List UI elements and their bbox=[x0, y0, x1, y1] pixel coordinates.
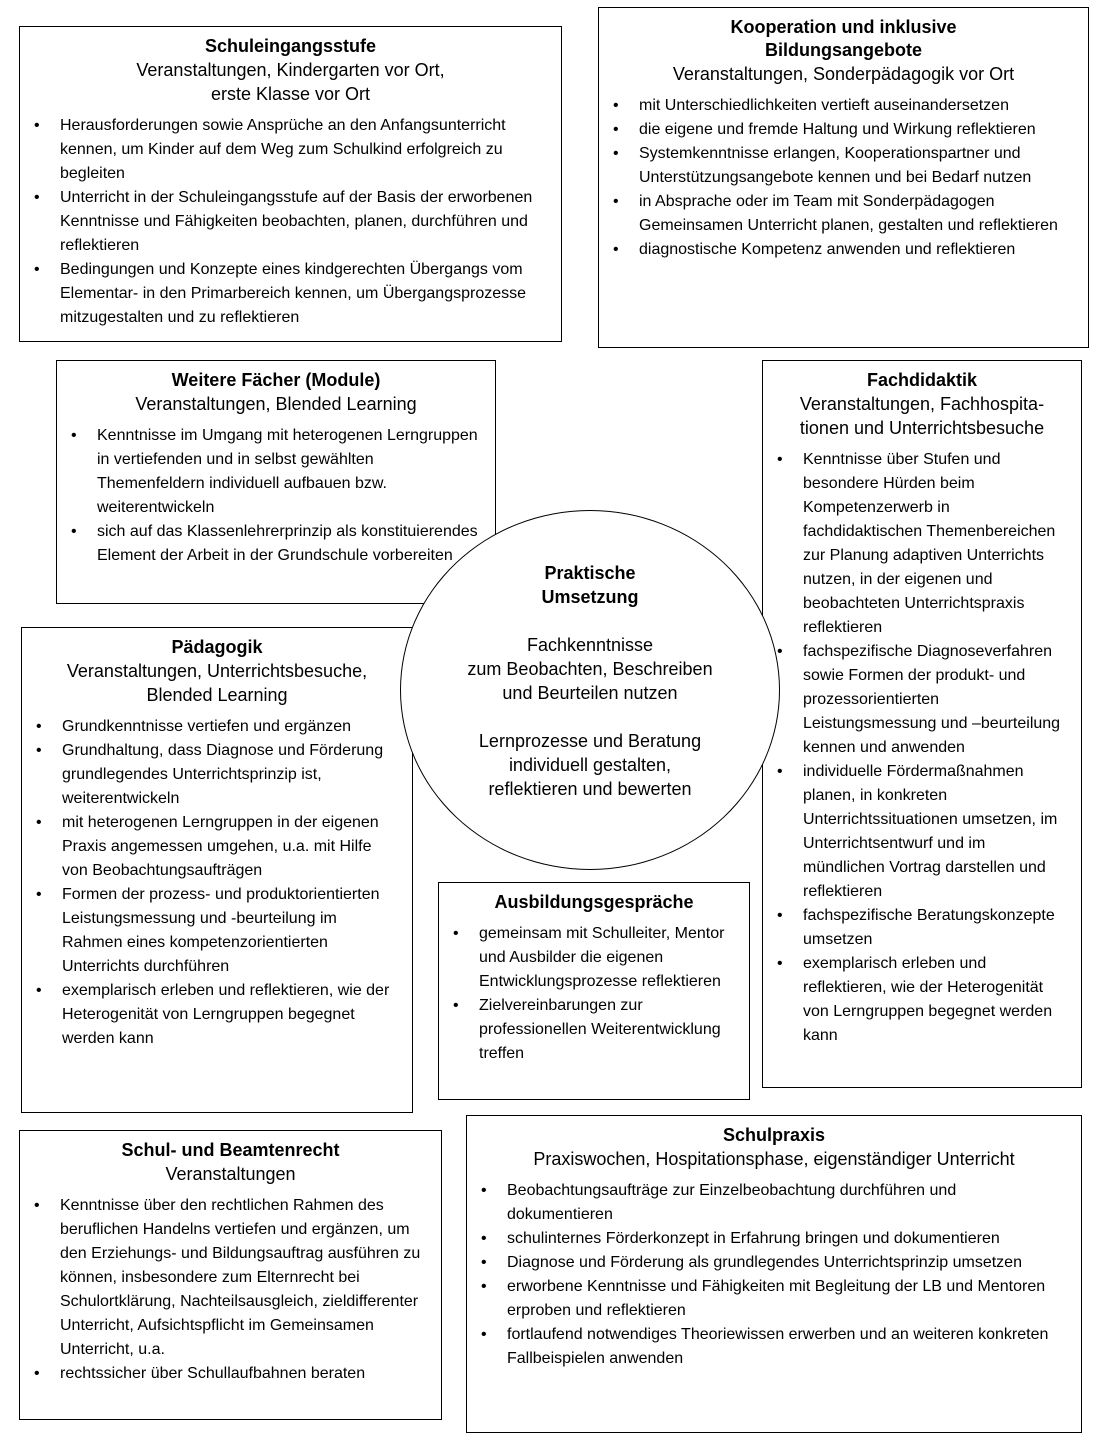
bullet-list bbox=[30, 1194, 431, 1386]
circle-text-line: Fachkenntnisse bbox=[526, 635, 654, 655]
list-item: • schulinternes Förderkonzept in Erfahrung bringen und dokumentieren bbox=[507, 1227, 1055, 1251]
list-item: • Kenntnisse über Stufen und besondere Hürden beim Kompetenzerwerb in fachdidaktischen Themenbereichen zur Planung adaptiven Unterrichts nutzen, in der eigenen und beobachteten Unterrichtspraxis reflektieren bbox=[803, 448, 1063, 640]
circle-paragraph bbox=[401, 729, 779, 801]
box-subtitle: Blended Learning bbox=[146, 685, 288, 705]
box-fachdidaktik bbox=[762, 360, 1082, 1088]
bullet-list bbox=[449, 922, 739, 1066]
list-item: • mit Unterschiedlichkeiten vertieft auseinandersetzen bbox=[639, 94, 1064, 118]
list-item: • fortlaufend notwendiges Theoriewissen erwerben und an weiteren konkreten Fallbeispielen anwenden bbox=[507, 1323, 1055, 1371]
circle-title-line: Umsetzung bbox=[541, 587, 639, 607]
list-item: • sich auf das Klassenlehrerprinzip als konstituierendes Element der Arbeit in der Grundschule vorbereiten bbox=[97, 520, 479, 568]
box-title: Pädagogik bbox=[171, 637, 263, 657]
list-item: • Beobachtungsaufträge zur Einzelbeobachtung durchführen und dokumentieren bbox=[507, 1179, 1055, 1227]
list-item: • erworbene Kenntnisse und Fähigkeiten mit Begleitung der LB und Mentoren erproben und reflektieren bbox=[507, 1275, 1055, 1323]
box-subtitle: Veranstaltungen, Fachhospita- bbox=[799, 394, 1045, 414]
list-item: • Grundkenntnisse vertiefen und ergänzen bbox=[62, 715, 392, 739]
list-item: • Kenntnisse im Umgang mit heterogenen Lerngruppen in vertiefenden und in selbst gewählten Themenfeldern individuell aufbauen bzw. weiterentwickeln bbox=[97, 424, 479, 520]
circle-text-line: individuell gestalten, bbox=[508, 755, 672, 775]
box-subtitle: Veranstaltungen bbox=[165, 1164, 296, 1184]
box-title: Schul- und Beamtenrecht bbox=[121, 1140, 340, 1160]
bullet-list bbox=[67, 424, 485, 568]
list-item: • Zielvereinbarungen zur professionellen Weiterentwicklung treffen bbox=[479, 994, 725, 1066]
circle-text-line: und Beurteilen nutzen bbox=[502, 683, 678, 703]
box-title: Schuleingangsstufe bbox=[204, 36, 377, 56]
box-paedagogik bbox=[21, 627, 413, 1113]
circle-paragraph bbox=[401, 633, 779, 705]
list-item: • Systemkenntnisse erlangen, Kooperationspartner und Unterstützungsangebote kennen und bei Bedarf nutzen bbox=[639, 142, 1064, 190]
box-subtitle: Veranstaltungen, Unterrichtsbesuche, bbox=[66, 661, 368, 681]
box-ausbildungsgespraeche bbox=[438, 882, 750, 1100]
list-item: • mit heterogenen Lerngruppen in der eigenen Praxis angemessen umgehen, u.a. mit Hilfe von Beobachtungsaufträgen bbox=[62, 811, 392, 883]
bullet-list bbox=[609, 94, 1078, 262]
box-subtitle: Veranstaltungen, Sonderpädagogik vor Ort bbox=[672, 64, 1015, 84]
box-title: Kooperation und inklusive bbox=[730, 17, 957, 37]
list-item: • fachspezifische Diagnoseverfahren sowie Formen der produkt- und prozessorientierten Leistungsmessung und –beurteilung kennen und anwenden bbox=[803, 640, 1063, 760]
bullet-list bbox=[477, 1179, 1071, 1371]
list-item: • exemplarisch erleben und reflektieren, wie der Heterogenität von Lerngruppen begegnet werden kann bbox=[803, 952, 1063, 1048]
box-title: Fachdidaktik bbox=[866, 370, 978, 390]
list-item: • Kenntnisse über den rechtlichen Rahmen des beruflichen Handelns vertiefen und ergänzen, um den Erziehungs- und Bildungsauftrag ausführen zu können, insbesondere zum Elternrecht bei Schulortklärung, Nachteilsausgleich, zieldifferenter Unterricht, Aufsichtspflicht im Gemeinsamen Unterricht, u.a. bbox=[60, 1194, 421, 1362]
bullet-list bbox=[32, 715, 402, 1051]
list-item: • Herausforderungen sowie Ansprüche an den Anfangsunterricht kennen, um Kinder auf dem Weg zum Schulkind erfolgreich zu begleiten bbox=[60, 114, 537, 186]
circle-title bbox=[401, 561, 779, 609]
list-item: • Bedingungen und Konzepte eines kindgerechten Übergangs vom Elementar- in den Primarbereich kennen, um Übergangsprozesse mitzugestalten und zu reflektieren bbox=[60, 258, 537, 330]
box-subtitle: Veranstaltungen, Blended Learning bbox=[135, 394, 417, 414]
list-item: • in Absprache oder im Team mit Sonderpädagogen Gemeinsamen Unterricht planen, gestalten und reflektieren bbox=[639, 190, 1064, 238]
box-subtitle: Veranstaltungen, Kindergarten vor Ort, bbox=[136, 60, 445, 80]
list-item: • individuelle Fördermaßnahmen planen, in konkreten Unterrichtssituationen umsetzen, im Unterrichtsentwurf und im mündlichen Vortrag darstellen und reflektieren bbox=[803, 760, 1063, 904]
box-subtitle: erste Klasse vor Ort bbox=[210, 84, 371, 104]
box-title: Weitere Fächer (Module) bbox=[171, 370, 381, 390]
list-item: • die eigene und fremde Haltung und Wirkung reflektieren bbox=[639, 118, 1064, 142]
bullet-list bbox=[30, 114, 551, 330]
center-circle bbox=[400, 510, 780, 870]
list-item: • Formen der prozess- und produktorientierten Leistungsmessung und -beurteilung im Rahmen eines kompetenzorientierten Unterrichts durchführen bbox=[62, 883, 392, 979]
list-item: • Grundhaltung, dass Diagnose und Förderung grundlegendes Unterrichtsprinzip ist, weiterentwickeln bbox=[62, 739, 392, 811]
box-title: Bildungsangebote bbox=[765, 40, 922, 60]
box-subtitle: tionen und Unterrichtsbesuche bbox=[799, 418, 1045, 438]
box-subtitle: Praxiswochen, Hospitationsphase, eigenständiger Unterricht bbox=[533, 1149, 1015, 1169]
box-title: Ausbildungsgespräche bbox=[494, 892, 694, 912]
box-schulrecht bbox=[19, 1130, 442, 1420]
list-item: • rechtssicher über Schullaufbahnen beraten bbox=[60, 1362, 421, 1386]
circle-text-line: zum Beobachten, Beschreiben bbox=[467, 659, 713, 679]
list-item: • fachspezifische Beratungskonzepte umsetzen bbox=[803, 904, 1063, 952]
box-kooperation bbox=[598, 7, 1089, 348]
list-item: • gemeinsam mit Schulleiter, Mentor und Ausbilder die eigenen Entwicklungsprozesse reflektieren bbox=[479, 922, 725, 994]
circle-title-line: Praktische bbox=[544, 563, 636, 583]
circle-text-line: Lernprozesse und Beratung bbox=[478, 731, 702, 751]
box-schuleingangsstufe bbox=[19, 26, 562, 342]
list-item: • exemplarisch erleben und reflektieren, wie der Heterogenität von Lerngruppen begegnet werden kann bbox=[62, 979, 392, 1051]
box-title: Schulpraxis bbox=[722, 1125, 826, 1145]
circle-text-line: reflektieren und bewerten bbox=[488, 779, 692, 799]
bullet-list bbox=[773, 448, 1071, 1048]
list-item: • diagnostische Kompetenz anwenden und reflektieren bbox=[639, 238, 1064, 262]
box-schulpraxis bbox=[466, 1115, 1082, 1433]
list-item: • Diagnose und Förderung als grundlegendes Unterrichtsprinzip umsetzen bbox=[507, 1251, 1055, 1275]
list-item: • Unterricht in der Schuleingangsstufe auf der Basis der erworbenen Kenntnisse und Fähigkeiten beobachten, planen, durchführen und reflektieren bbox=[60, 186, 537, 258]
